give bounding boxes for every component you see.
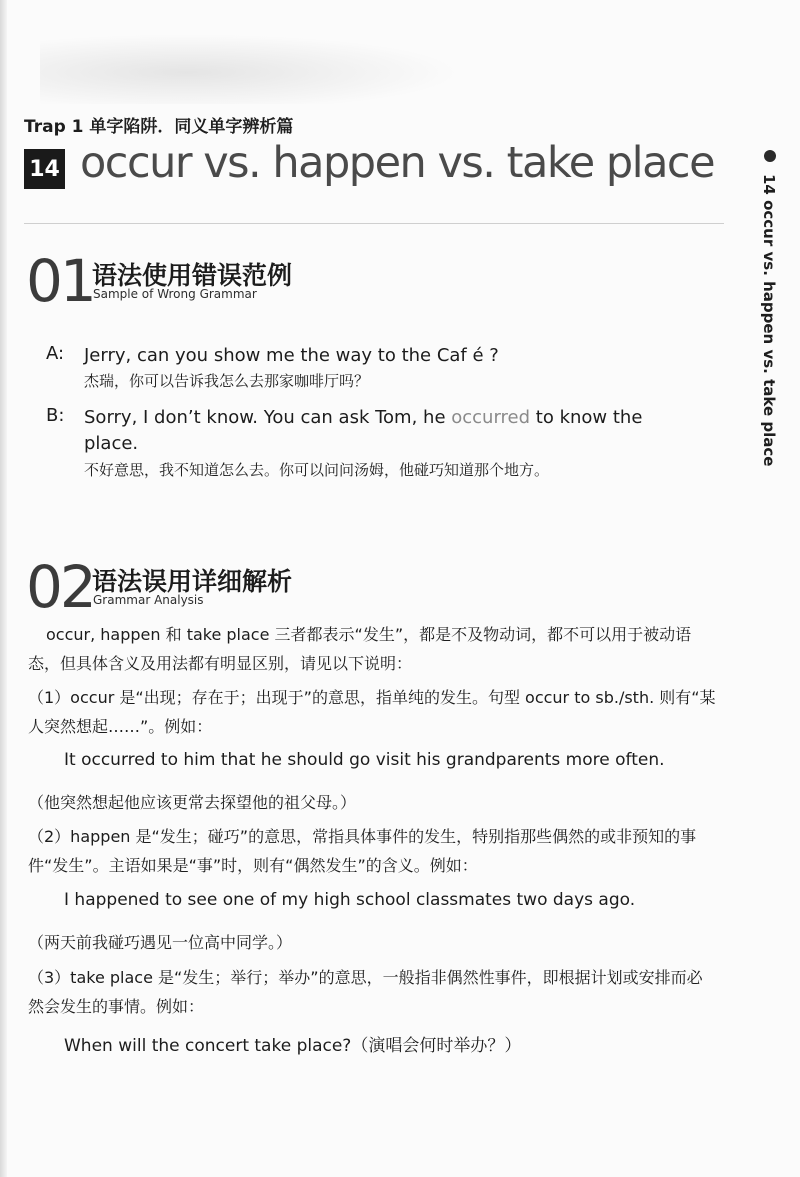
dialogue-english: Jerry, can you show me the way to the Caf é ? bbox=[84, 345, 499, 366]
section-subtitle: Sample of Wrong Grammar bbox=[93, 287, 257, 301]
breadcrumb: Trap 1 单字陷阱．同义单字辨析篇 bbox=[24, 117, 294, 137]
chapter-title: occur vs. happen vs. take place bbox=[80, 138, 715, 188]
speaker-label: A: bbox=[46, 343, 65, 364]
point-3-example: When will the concert take place?（演唱会何时举办？） bbox=[64, 1036, 522, 1056]
chapter-number-badge: 14 bbox=[24, 149, 65, 189]
point-2-example: I happened to see one of my high school classmates two days ago. bbox=[64, 890, 636, 910]
section-title: 语法使用错误范例 bbox=[92, 261, 293, 290]
speaker-label: B: bbox=[46, 405, 65, 426]
side-tab bbox=[758, 150, 784, 467]
dialogue-chinese: 不好意思，我不知道怎么去。你可以问问汤姆，他碰巧知道那个地方。 bbox=[84, 461, 550, 479]
section-subtitle: Grammar Analysis bbox=[93, 593, 204, 607]
side-tab-label: 14 occur vs. happen vs. take place bbox=[760, 174, 778, 467]
point-1-translation: （他突然想起他应该更常去探望他的祖父母。） bbox=[28, 793, 357, 812]
section-number: 01 bbox=[26, 247, 94, 315]
point-2-translation: （两天前我碰巧遇见一位高中同学。） bbox=[28, 933, 293, 952]
error-highlight: occurred bbox=[451, 407, 531, 428]
dialogue-chinese: 杰瑞，你可以告诉我怎么去那家咖啡厅吗？ bbox=[84, 372, 370, 390]
dialogue-line-b bbox=[46, 405, 686, 485]
dialogue-line-a bbox=[46, 343, 686, 393]
point-1-example: It occurred to him that he should go visit his grandparents more often. bbox=[64, 750, 665, 770]
point-2-text: （2）happen 是“发生；碰巧”的意思，常指具体事件的发生，特别指那些偶然的或非预知的事件“发生”。主语如果是“事”时，则有“偶然发生”的含义。例如： bbox=[28, 827, 697, 875]
show-through-smudge bbox=[40, 34, 460, 104]
heading-divider bbox=[24, 223, 724, 224]
section-title: 语法误用详细解析 bbox=[92, 567, 293, 596]
bullet-dot-icon bbox=[764, 150, 776, 162]
point-3-text: （3）take place 是“发生；举行；举办”的意思，一般指非偶然性事件，即根据计划或安排而必然会发生的事情。例如： bbox=[28, 968, 703, 1016]
dialogue-english: Sorry, I don’t know. You can ask Tom, he occurred to know the place. bbox=[84, 407, 643, 454]
section-number: 02 bbox=[26, 553, 94, 621]
page-binding-edge bbox=[0, 0, 7, 1177]
point-1-text: （1）occur 是“出现；存在于；出现于”的意思，指单纯的发生。句型 occur to sb./sth. 则有“某人突然想起……”。例如： bbox=[28, 688, 716, 736]
intro-paragraph: occur, happen 和 take place 三者都表示“发生”，都是不及物动词，都不可以用于被动语态，但具体含义及用法都有明显区别，请见以下说明： bbox=[28, 625, 692, 673]
